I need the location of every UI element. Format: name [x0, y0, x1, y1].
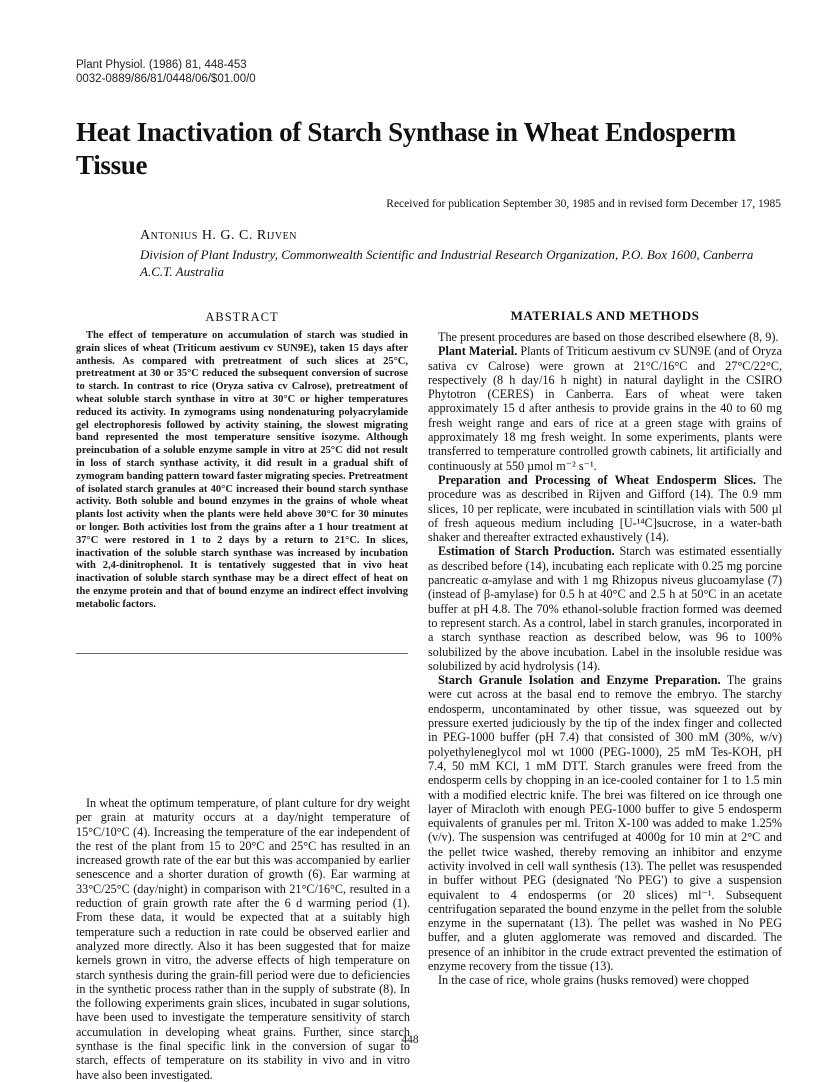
- abstract-divider: [76, 653, 408, 654]
- granule-isolation-text: The grains were cut across at the basal end to remove the embryo. The starchy endosperm, uncontaminated by other tissue, was squeezed out by pressure exerted judiciously by the tip of the index finger and collected in PEG-1000 buffer (pH 7.4) that consisted of 300 mM (30%, w/v) polyethyleneglycol mol wt 1000 (PEG-1000), 25 mM Tes-KOH, pH 7.4, 50 mM KCl, 1 mM DTT. Starch granules were freed from the endosperm cells by chopping in an ice-cooled container for 1 to 1.5 min with a modified electric knife. The brei was filtered on ice through one layer of Miracloth with enough PEG-1000 buffer to give 5 endosperm equivalents of granules per ml. Triton X-100 was added to make 1.25% (v/v). The suspension was centrifuged at 4000g for 10 min at 2°C and the pellet twice washed, thereby removing an inhibitor and enzyme activity involved in cell wall synthesis (13). The pellet was resuspended in buffer without PEG (designated 'No PEG') to give a suspension equivalent to 4 endosperms (or 20 slices) ml⁻¹. Subsequent centrifugation separated the bound enzyme in the pellet from the soluble enzyme in the supernatant (13). The pellet was washed in No PEG buffer, and a gluten agglomerate was removed and discarded. The presence of an inhibitor in the crude extract prevented the estimation of enzyme recovery from the tissue (13).: [428, 673, 782, 974]
- page-number: 448: [401, 1034, 419, 1046]
- abstract-heading: ABSTRACT: [205, 310, 279, 324]
- methods-heading: MATERIALS AND METHODS: [510, 308, 700, 323]
- plant-material-text: Plants of Triticum aestivum cv SUN9E (and of Oryza sativa cv Calrose) were grown at 21°C/16°C and 27°C/22°C, respectively (8 h day/16 h night) in natural daylight in the CSIRO Phytotron (CERES) in Canberra. Ears of wheat were taken approximately 15 d after anthesis to provide grains in the 40 to 60 mg fresh weight range and ears of rice at a green stage with grains of approximately 18 mg fresh weight. In some experiments, plants were transferred to temperature controlled growth cabinets, lit artificially and continuously at 550 µmol m⁻² s⁻¹.: [428, 344, 783, 473]
- methods-paragraph: [428, 673, 782, 973]
- author-name: Antonius H. G. C. Rijven: [140, 228, 297, 243]
- methods-paragraph: [428, 344, 782, 473]
- introduction-text: In wheat the optimum temperature, of plant culture for dry weight per grain at maturity occurs at a day/night temperature of 15°C/10°C (4). Increasing the temperature of the ear independent of the rest of the plant from 15 to 20°C and 25°C has resulted in an increased growth rate of the ear but this was accompanied by earlier senescence and a shorter duration of growth (6). Ear warming at 33°C/25°C (day/night) in comparison with 21°C/16°C, resulted in a reduction of grain growth rate after the 6 d warming period (1). From these data, it would be expected that at a suitably high temperature such a reduction in rate could be observed earlier and analyzed more directly. Also it has been suggested that for maize kernels grown in vitro, the adverse effects of high temperature on starch synthesis during the grain-fill period were due to deficiencies in the synthetic process rather than in the supply of substrate (8). In the following experiments grain slices, incubated in sugar solutions, have been used to investigate the temperature sensitivity of starch accumulation in developing wheat grains. Further, since starch synthase is the final specific link in the conversion of sugar to starch, effects of temperature on its stability in vivo and in vitro have also been investigated.: [76, 796, 410, 1082]
- slices-text: The procedure was as described in Rijven and Gifford (14). The 0.9 mm slices, 10 per replicate, were incubated in scintillation vials with 500 µl of fresh aqueous medium including [U-¹⁴C]sucrose, in a water-bath shaker and thereafter extracted exhaustively (14).: [428, 472, 782, 545]
- starch-estimation-text: Starch was estimated essentially as described before (14), incubating each replicate with 0.25 mg porcine pancreatic α-amylase and with 1 mg Rhizopus niveus glucoamylase (7) (instead of β-amylase) for 0.5 h at 40°C and 2.5 h at 50°C in an acetate buffer at pH 4.8. The 70% ethanol-soluble fraction formed was deemed to represent starch. As a control, label in starch granules, incorporated in a starch synthase reaction as described below, was 96 to 100% solubilized by the above incubation. Label in the insoluble residue was solubilized by acid hydrolysis (14).: [428, 544, 782, 673]
- author-affiliation: Division of Plant Industry, Commonwealth Scientific and Industrial Research Organization, P.O. Box 1600, Canberra A.C.T. Australia: [140, 247, 754, 279]
- article-title: Heat Inactivation of Starch Synthase in Wheat Endosperm Tissue: [76, 117, 736, 180]
- methods-paragraph: [428, 544, 782, 673]
- journal-line-2: 0032-0889/86/81/0448/06/$01.00/0: [76, 73, 256, 85]
- methods-paragraph: In the case of rice, whole grains (husks removed) were chopped: [438, 973, 750, 988]
- methods-column: [428, 330, 782, 988]
- abstract-text: The effect of temperature on accumulation of starch was studied in grain slices of wheat (Triticum aestivum cv SUN9E), taken 15 days after anthesis. As compared with pretreatment of such slices at 25°C, pretreatment at 30 or 35°C reduced the subsequent conversion of sucrose to starch. In contrast to rice (Oryza sativa cv Calrose), pretreatment of wheat soluble starch synthase in vitro at 30°C or higher temperatures reduced its activity. In zymograms using nondenaturing polyacrylamide gel electrophoresis followed by activity staining, the slowest migrating band represented the most temperature sensitive isozyme. Although preincubation of a soluble enzyme sample in vitro at 25°C did not result in loss of starch synthase activity, it did result in a gradual shift of zymogram banding pattern toward faster migrating species. Pretreatment of isolated starch granules at 40°C increased their bound starch synthase activity. Both soluble and bound enzymes in the grains of whole wheat plants lost activity when the plants were held above 30°C for 30 minutes or longer. Both activities lost from the grains after a 1 hour treatment at 37°C were restored in 1 to 2 days by a return to 21°C. In slices, inactivation of the soluble starch synthase was increased by incubation with 2,4-dinitrophenol. It is tentatively suggested that in vivo heat inactivation of soluble starch synthase may be a direct effect of heat on the enzyme protein and that of bound enzyme an indirect effect involving metabolic factors.: [76, 330, 408, 610]
- section-heading-slices: Preparation and Processing of Wheat Endosperm Slices.: [438, 472, 757, 487]
- section-heading-granule-isolation: Starch Granule Isolation and Enzyme Preparation.: [438, 673, 721, 688]
- journal-line-1: Plant Physiol. (1986) 81, 448-453: [76, 59, 247, 71]
- section-heading-starch-estimation: Estimation of Starch Production.: [438, 544, 615, 559]
- methods-paragraph: [428, 473, 782, 544]
- received-date: Received for publication September 30, 1985 and in revised form December 17, 1985: [386, 198, 781, 210]
- section-heading-plant-material: Plant Material.: [438, 344, 518, 359]
- methods-paragraph: The present procedures are based on those described elsewhere (8, 9).: [438, 330, 779, 344]
- journal-citation: [76, 58, 256, 86]
